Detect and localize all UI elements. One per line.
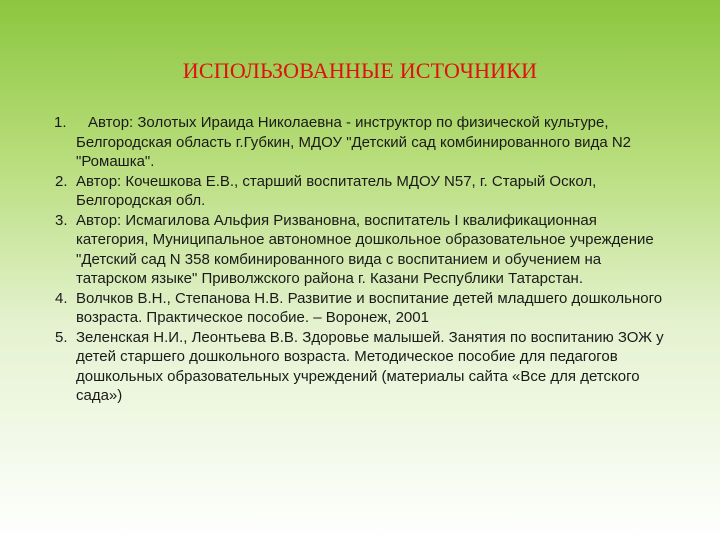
source-item-4: [52, 289, 672, 328]
source-text: Волчков В.Н., Степанова Н.В. Развитие и воспитание детей младшего дошкольного возраста. Практическое пособие. – Воронеж, 2001: [76, 289, 663, 326]
source-item-5: [52, 328, 672, 406]
source-number: 3.: [55, 211, 68, 229]
source-item-2: [52, 172, 672, 211]
source-number: 5.: [55, 328, 68, 346]
sources-list: [52, 113, 672, 406]
source-number: 2.: [55, 172, 68, 190]
source-item-3: [52, 211, 672, 289]
source-text: Автор: Золотых Ираида Николаевна - инструктор по физической культуре, Белгородская область г.Губкин, МДОУ "Детский сад комбинированного вида N2 "Ромашка".: [76, 114, 631, 170]
source-text: Зеленская Н.И., Леонтьева В.В. Здоровье малышей. Занятия по воспитанию ЗОЖ у детей старшего дошкольного возраста. Методическое пособие для педагогов дошкольных образовательных учреждений (материалы сайта «Все для детского сада»): [76, 328, 664, 404]
source-number: 4.: [55, 289, 68, 307]
source-text: Автор: Исмагилова Альфия Ризвановна, воспитатель I квалификационная категория, Муниципальное автономное дошкольное образовательное учреждение "Детский сад N 358 комбинированного вида с воспитанием и обучением на татарском языке" Приволжского района г. Казани Республики Татарстан.: [76, 211, 654, 287]
slide-title: ИСПОЛЬЗОВАННЫЕ ИСТОЧНИКИ: [182, 58, 538, 83]
source-text: Автор: Кочешкова Е.В., старший воспитатель МДОУ N57, г. Старый Оскол, Белгородская обл.: [76, 172, 597, 209]
source-item-1: [52, 113, 672, 172]
source-number: 1.: [54, 114, 67, 131]
